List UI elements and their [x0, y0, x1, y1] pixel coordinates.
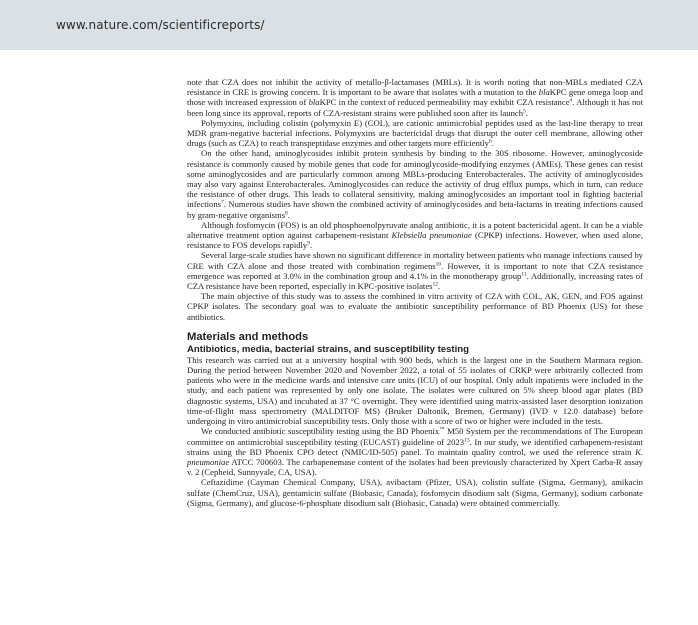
paragraph-study-setting: This research was carried out at a university hospital with 900 beds, which is the largest one in the Southern Marmara region. During the period between November 2020 and November 2022, a total of 55 isolates of CRKP were arbitrarily collected from patients who were in the medicine wards and intensive care units (ICU) of our hospital. Only adult inpatients were included in the study, and each patient was represented by only one isolate. The isolates were cultured on 5% sheep blood agar plates (BD diagnostic systems, USA) and incubated at 37 °C overnight. They were identified using matrix-assisted laser desorption ionization time-of-flight mass spectrometry (MALDITOF MS) (Bruker Daltonik, Bremen, Germany) (IVD v 12.0 database) before undergoing in vitro antimicrobial susceptibility tests. Only those with a score of two or higher were included in the tests.	[187, 354, 643, 427]
paragraph-objective: The main objective of this study was to assess the combined in vitro activity of CZA with COL, AK, GEN, and FOS against CPKP isolates. The secondary goal was to evaluate the antibiotic susceptibility performance of BD Phoenix (US) for these antibiotics.	[187, 291, 643, 322]
journal-url: www.nature.com/scientificreports/	[56, 18, 265, 32]
journal-header-band	[0, 0, 698, 50]
paragraph-reagents: Ceftazidime (Cayman Chemical Company, USA), avibactam (Pfizer, USA), colistin sulfate (Sigma, Germany), amikacin sulfate (ChemCruz, USA), gentamicin sulfate (Biobasic, Canada), fosfomycin disodium salt (Sigma, Germany), sodium carbonate (Sigma, Germany), and glucose-6-phosphate disodium salt (Biobasic, Canada) were obtained commercially.	[187, 477, 643, 508]
paragraph-aminoglycosides: On the other hand, aminoglycosides inhibit protein synthesis by binding to the 30S ribosome. However, aminoglycoside resistance is commonly caused by mobile genes that code for aminoglycoside-modifying enzymes (AMEs). These genes can resist some aminoglycosides and are particularly common among MBLs-producing Enterobacterales. The activity of aminoglycosides may also vary against Enterobacterales. Aminoglycosides can reduce the activity of drug efflux pumps, which in turn, can reduce the resistance of other drugs. This leads to collateral sensitivity, making aminoglycosides an important tool in fighting bacterial infections$^7$. Numerous studies have shown the combined activity of aminoglycosides and beta-lactams in treating infections caused by gram-negative organisms$^8$.	[187, 148, 643, 220]
paragraph-polymyxins: Polymyxins, including colistin (polymyxin E) (COL), are cationic antimicrobial peptides used as the last-line therapy to treat MDR gram-negative bacterial infections. Polymyxins are bactericidal drugs that disrupt the outer cell membrane, allowing other drugs (such as CZA) to reach transpeptidase enzymes and other targets more efficiently$^6$.	[187, 117, 643, 149]
paragraph-susceptibility-testing: We conducted antibiotic susceptibility testing using the BD Phoenix™ M50 System per the recommendations of The European committee on antimicrobial susceptibility testing (EUCAST) guideline of 2023$^{13}$. In our study, we identified carbapenem-resistant strains using the BD Phoenix CPO detect (NMIC/ID-505) panel. To maintain quality control, we used the reference strain K. pneumoniae ATCC 700603. The carbapenemase content of the isolates had been previously characterized by Xpert Carba-R assay v. 2 (Cepheid, Sunnyvale, CA, USA).	[187, 426, 643, 478]
paragraph-mortality-studies: Several large-scale studies have shown no significant difference in mortality between patients who manage infections caused by CRE with CZA alone and those treated with combination regimens$^{10}$. However, it is important to note that CZA resistance emergence was reported at 3.0% in the combination group and 4.1% in the monotherapy group$^{11}$. Additionally, increasing rates of CZA resistance have been reported, especially in KPC-positive isolates$^{12}$.	[187, 250, 643, 292]
paragraph-fosfomycin: Although fosfomycin (FOS) is an old phosphoenolpyruvate analog antibiotic, it is a potent bactericidal agent. It can be a viable alternative treatment option against carbapenem-resistant Klebsiella pneumoniae (CPKP) infections. However, when used alone, resistance to FOS develops rapidly$^9$.	[187, 219, 643, 251]
article-body	[187, 77, 643, 508]
subsection-heading: Antibiotics, media, bacterial strains, and susceptibility testing	[187, 343, 470, 355]
section-heading: Materials and methods	[187, 330, 309, 343]
paragraph-cza-mbl: note that CZA does not inhibit the activity of metallo-β-lactamases (MBLs). It is worth noting that non-MBLs mediated CZA resistance in CRE is growing concern. It is important to be aware that isolates with a mutation to the blaKPC gene omega loop and those with increased expression of blaKPC in the context of reduced permeability may exhibit CZA resistance$^4$. Although it has not been long since its approval, reports of CZA-resistant strains were published soon after its launch$^5$.	[187, 77, 643, 118]
